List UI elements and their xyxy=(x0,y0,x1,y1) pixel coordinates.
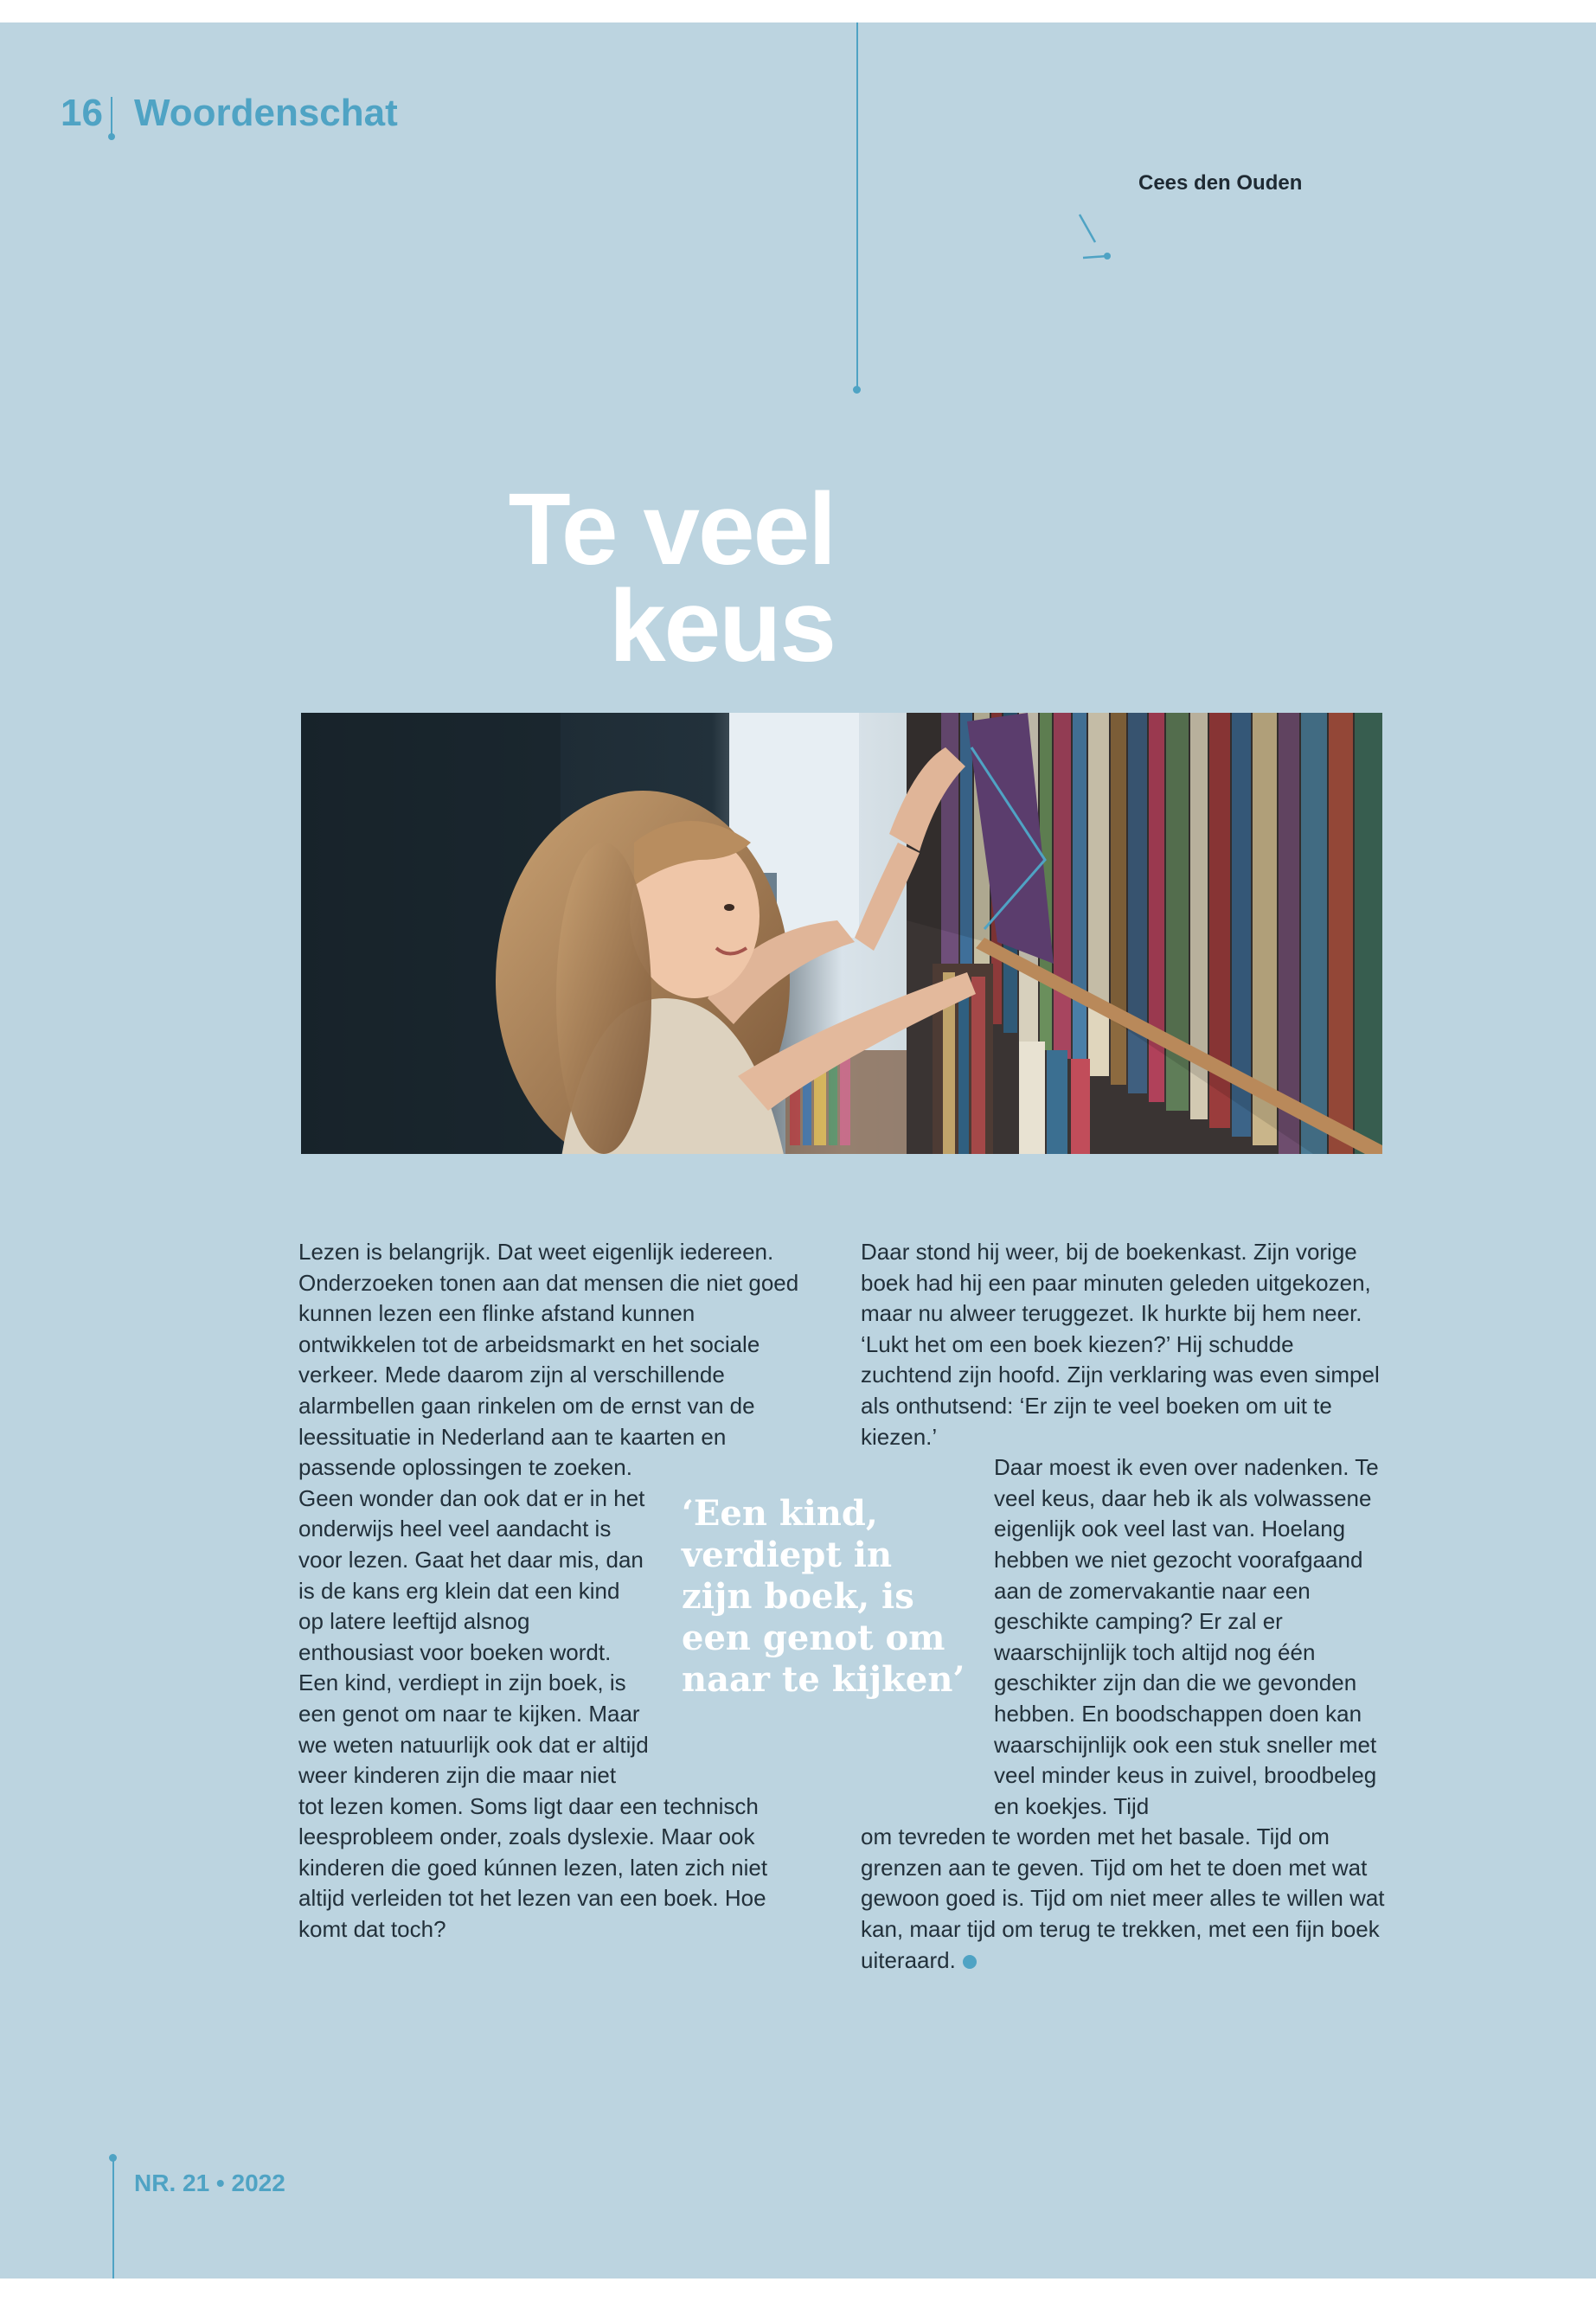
magazine-page xyxy=(0,22,1596,2279)
footer-vertical-line xyxy=(112,2157,114,2279)
page-number: 16 xyxy=(61,92,103,134)
body-paragraph: tot lezen komen. Soms ligt daar een technisch leesprobleem onder, zoals dyslexie. Maar ook kinderen die goed kúnnen lezen, laten zich niet altijd verleiden tot het lezen van een boek. Hoe komt dat toch? xyxy=(298,1792,768,1943)
section-title: Woordenschat xyxy=(134,92,398,134)
pull-quote: ‘Een kind, verdiept in zijn boek, is een genot om naar te kijken’ xyxy=(682,1493,965,1700)
girl-choosing-book-photo xyxy=(301,713,1382,1154)
body-paragraph: om tevreden te worden met het basale. Tijd om grenzen aan te geven. Tijd om het te doen met wat gewoon goed is. Tijd om niet meer alles te willen wat kan, maar tijd om terug te trekken, met een fijn boek uiteraard. xyxy=(861,1823,1385,1973)
page-number-divider xyxy=(111,97,112,135)
article-title xyxy=(508,472,835,683)
end-of-article-dot-icon xyxy=(963,1955,977,1969)
body-paragraph: Geen wonder dan ook dat er in het onderwijs heel veel aandacht is voor lezen. Gaat het daar mis, dan is de kans erg klein dat een kind op latere leeftijd alsnog enthousiast voor boeken wordt. Een kind, verdiept in zijn boek, is een genot om naar te kijken. Maar we weten natuurlijk ook dat er altijd weer kinderen zijn die maar niet xyxy=(298,1484,649,1789)
divider-dot xyxy=(108,133,115,140)
body-paragraph-closing xyxy=(861,1822,1388,1976)
article-title-line: Te veel xyxy=(508,472,835,586)
decorative-line-dot xyxy=(853,386,861,394)
body-paragraph: Daar moest ik even over nadenken. Te veel keus, daar heb ik als volwassene eigenlijk ook veel last van. Hoelang hebben we niet gezocht voorafgaand aan de zomervakantie naar een geschikte camping? Er zal er waarschijnlijk toch altijd nog één geschikter zijn dan die we gevonden hebben. En boodschappen doen kan waarschijnlijk ook een stuk sneller met veel minder keus in zuivel, broodbeleg en koekjes. Tijd xyxy=(994,1454,1379,1819)
author-pointer-icon xyxy=(1073,189,1116,266)
issue-number: NR. 21 • 2022 xyxy=(134,2170,285,2196)
author-byline: Cees den Ouden xyxy=(1138,171,1303,195)
body-paragraph: Lezen is belangrijk. Dat weet eigenlijk iedereen. Onderzoeken tonen aan dat mensen die niet goed kunnen lezen een flinke afstand kunnen ontwikkelen tot de arbeidsmarkt en het sociale verkeer. Mede daarom zijn al verschillende alarmbellen gaan rinkelen om de ernst van de leessituatie in Nederland aan te kaarten en passende oplossingen te zoeken. xyxy=(298,1239,799,1481)
body-paragraph: Daar stond hij weer, bij de boekenkast. Zijn vorige boek had hij een paar minuten geleden uitgekozen, maar nu alweer teruggezet. Ik hurkte bij hem neer. ‘Lukt het om een boek kiezen?’ Hij schudde zuchtend zijn hoofd. Zijn verklaring was even simpel als onthutsend: ‘Er zijn te veel boeken om uit te kiezen.’ xyxy=(861,1239,1380,1450)
article-right-column xyxy=(861,1237,1388,1976)
article-title-line: keus xyxy=(609,569,835,683)
footer-line-dot xyxy=(109,2154,117,2162)
decorative-vertical-line xyxy=(856,22,858,389)
